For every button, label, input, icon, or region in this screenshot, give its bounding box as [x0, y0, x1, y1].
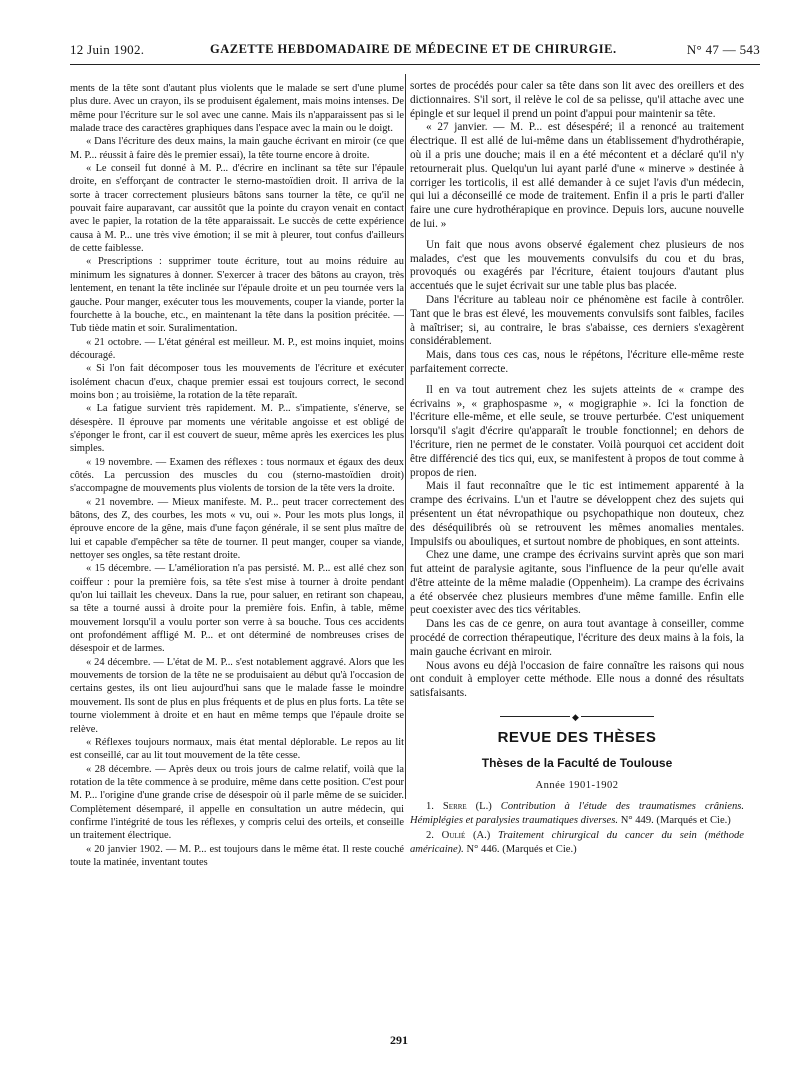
- column-divider: [405, 74, 406, 799]
- paragraph: « Prescriptions : supprimer toute écriture, tout au moins réduire au minimum les signatures à donner. S'exercer à tracer des bâtons au crayon, très lentement, en tenant la tête inclinée sur l'épaule droite et un peu tournée vers la gauche. Pour manger, exécuter tous les mouvements, couper la viande, porter la fourchette à la bouche, etc., en maintenant la tête dans la position précitée. — Tub tiède matin et soir. Suralimentation.: [70, 256, 404, 335]
- thesis-title: Contribution à l'étude des traumatismes crâniens. Hémiplégies et paralysies traumatiques diverses.: [410, 801, 744, 826]
- paragraph: « Réflexes toujours normaux, mais état mental déplorable. Le repos au lit est conseillé, car au lit tout mouvement de la tête cesse.: [70, 736, 404, 762]
- paragraph: Dans les cas de ce genre, on aura tout avantage à conseiller, comme procédé de correction thérapeutique, l'écriture des deux mains à la fois, la main gauche écrivant en miroir.: [410, 618, 744, 658]
- section-title: REVUE DES THÈSES: [497, 729, 657, 747]
- issue-page-number: N° 47 — 543: [686, 42, 760, 57]
- paragraph: « 15 décembre. — L'amélioration n'a pas persisté. M. P... est allé chez son coiffeur : pour la première fois, sa tête s'est mise à tourner à droite pendant qu'on lui taillait les cheveux. Dans la rue, pour saluer, en retirant son chapeau, sa tête a tourné aussi à droite pour la première fois. Enfin, à table, même mouvement lorsqu'il a voulu porter son verre à sa bouche. Tous ces accidents ont profondément affligé M. P... et ont déterminé de nombreuses crises de désespoir et de larmes.: [70, 563, 404, 655]
- paragraph: Il en va tout autrement chez les sujets atteints de « crampe des écrivains », « graphospasme », « mogigraphie ». Ici la fonction de l'écriture elle-même, et elle seule, se trouve perturbée. C'est uniquement lorsqu'il s'agit d'écrire qu'apparaît le trouble fonctionnel; en dehors de l'écriture, rien ne permet de le constater. Voilà pourquoi cet accident doit être différencié des tics qui, eux, se manifestent à propos de tout comme à propos de rien.: [410, 383, 744, 479]
- journal-title: GAZETTE HEBDOMADAIRE DE MÉDECINE ET DE CHIRURGIE.: [210, 42, 617, 56]
- paragraph: Nous avons eu déjà l'occasion de faire connaître les raisons qui nous ont conduit à employer cette méthode. Elle nous a donné des résultats satisfaisants.: [410, 659, 744, 700]
- thesis-number: 2.: [426, 830, 434, 842]
- thesis-entry: [410, 800, 744, 827]
- thesis-entry: [410, 829, 744, 856]
- theses-review-section: [410, 711, 744, 856]
- paragraph: « Si l'on fait décomposer tous les mouvements de l'écriture et exécuter isolément chacun d'eux, chaque premier essai est toujours correct, le second moins bon ; au troisième, la rotation de la tête reparaît.: [70, 363, 404, 401]
- thesis-reference: N° 449. (Marqués et Cie.): [620, 814, 731, 826]
- section-ornament: ◆: [410, 711, 744, 721]
- paragraph: « 19 novembre. — Examen des réflexes : tous normaux et égaux des deux côtés. La percussion des muscles du cou (sterno-mastoïdien droit) s'accompagne de mouvements plus violents de torsion de la tête vers la droite.: [70, 456, 404, 495]
- paragraph: « Le conseil fut donné à M. P... d'écrire en inclinant sa tête sur l'épaule droite, en s'efforçant de contracter le sterno-mastoïdien droit. Il arriva de la sorte à tracer correctement plusieurs bâtons sans tourner la tête, ce qu'il ne pouvait faire auparavant, car aussitôt que la pointe du crayon venait en contact avec le papier, la rotation de la tête apparaissait. Le succès de cette expérience causa à M. P... une très vive émotion; il se mit à pleurer, tout confus d'ailleurs de cette faiblesse.: [70, 163, 404, 255]
- paragraph: « 21 octobre. — L'état général est meilleur. M. P., est moins inquiet, moins découragé.: [70, 336, 404, 361]
- thesis-author: Oulié (A.): [441, 830, 491, 842]
- right-column: [410, 80, 744, 1025]
- header-date: 12 Juin 1902.: [70, 42, 145, 57]
- left-column: [70, 82, 404, 1027]
- thesis-author: Serre (L.): [442, 801, 492, 813]
- paragraph: « 20 janvier 1902. — M. P... est toujours dans le même état. Il reste couché toute la matinée, inventant toutes: [70, 843, 404, 868]
- page-header: [70, 36, 760, 64]
- paragraph: Mais il faut reconnaître que le tic est intimement apparenté à la crampe des écrivains. L'un et l'autre se développent chez des sujets qui présentent un état névropathique ou psychopathique non douteux, chez des déséquilibrés où se retrouvent les mêmes anomalies mentales. Impulsifs ou abouliques, et surtout nombre de phobiques, en sont atteints.: [410, 480, 744, 548]
- paragraph: « 28 décembre. — Après deux ou trois jours de calme relatif, voilà que la rotation de la tête commence à se produire, même dans cette position. C'est pour M. P... l'origine d'une grande crise de désespoir où il parle même de se suicider. Complètement désemparé, il appelle en consultation un autre médecin, qui confirme l'intégrité de tous les réflexes, y compris celui des orteils, et conseille un traitement électrique.: [70, 763, 404, 842]
- thesis-number: 1.: [426, 801, 434, 813]
- paragraph: « La fatigue survient très rapidement. M. P... s'impatiente, s'énerve, se désespère. Il éprouve par moments une véritable angoisse et est obligé de s'éponger le front, car il est couvert de sueur, même après les exercices les plus simples.: [70, 403, 404, 455]
- academic-year: Année 1901-1902: [535, 779, 619, 791]
- paragraph: « 21 novembre. — Mieux manifeste. M. P... peut tracer correctement des bâtons, des Z, des courbes, les mots « vu, oui ». Pour les mots plus longs, il éprouve encore de la gêne, mais d'une façon générale, il se sent plus maître de lui et capable d'empêcher sa tête de tourner. Il peut manger, couper sa viande, nettoyer ses ongles, sa tête restant droite.: [70, 496, 404, 562]
- paragraph: « 24 décembre. — L'état de M. P... s'est notablement aggravé. Alors que les mouvements de torsion de la tête ne se produisaient au début qu'à l'occasion de certains gestes, ils ont lieu aujourd'hui sans que le malade fasse le moindre mouvement. Ils sont de plus en plus fréquents et de plus en plus forts. La tête se tourne violemment à droite et en haut en même temps que l'épaule droite se relève.: [70, 656, 404, 735]
- paragraph: Chez une dame, une crampe des écrivains survint après que son mari fut atteint de paralysie agitante, sous l'influence de la peur qu'elle avait d'être atteinte de la même maladie (Oppenheim). La crampe des écrivains a été observée chez plusieurs membres d'une même famille. Enfin elle peut coexister avec des tics véritables.: [410, 549, 744, 617]
- thesis-reference: N° 446. (Marqués et Cie.): [466, 843, 577, 855]
- header-rule: [70, 64, 760, 65]
- thesis-title: Traitement chirurgical du cancer du sein (méthode américaine).: [410, 830, 744, 855]
- paragraph: « 27 janvier. — M. P... est désespéré; il a renoncé au traitement électrique. Il est allé de lui-même dans un établissement d'hydrothérapie, où il a pris une douche; mais il en a été mécontent et a déclaré qu'il n'y retournerait plus. Quelqu'un lui ayant parlé d'une « minerve » destinée à corriger les torticolis, il est allé demander à ce sujet l'avis d'un médecin, qui lui a déconseillé ce mode de traitement. Enfin il a pris le parti d'aller faire une cure hydrothérapique en province. Depuis lors, aucune nouvelle de lui. »: [410, 121, 744, 230]
- paragraph: Dans l'écriture au tableau noir ce phénomène est facile à contrôler. Tant que le bras est élevé, les mouvements convulsifs sont faibles, faciles à maîtriser; si, au contraire, le bras s'abaisse, ces derniers s'exagèrent considérablement.: [410, 293, 744, 348]
- paragraph: Un fait que nous avons observé également chez plusieurs de nos malades, c'est que les mouvements convulsifs du cou et du bras, provoqués ou exagérés par l'écriture, étaient toujours d'autant plus accentués que le sujet écrivait sur une table plus bas placée.: [410, 238, 744, 293]
- paragraph: sortes de procédés pour caler sa tête dans son lit avec des oreillers et des dictionnaires. S'il sort, il relève le col de sa pelisse, qu'il attache avec une épingle et sur lequel il prend un point d'appui pour maintenir sa tête.: [410, 80, 744, 120]
- section-subtitle: Thèses de la Faculté de Toulouse: [481, 755, 673, 770]
- page-number: 291: [390, 1033, 408, 1047]
- paragraph: ments de la tête sont d'autant plus violents que le malade se sert d'une plume plus dure. Avec un crayon, ils se produisent également, mais moins intenses. De même pour l'écriture sur le sol avec une canne. Mais ils n'apparaissent pas si le malade trace des caractères graphiques dans l'espace avec la main ou le doigt.: [70, 83, 404, 135]
- paragraph: « Dans l'écriture des deux mains, la main gauche écrivant en miroir (ce que M. P... réussit à faire dès le premier essai), la tête tourne encore à droite.: [70, 136, 404, 161]
- paragraph: Mais, dans tous ces cas, nous le répétons, l'écriture elle-même reste parfaitement correcte.: [410, 349, 744, 375]
